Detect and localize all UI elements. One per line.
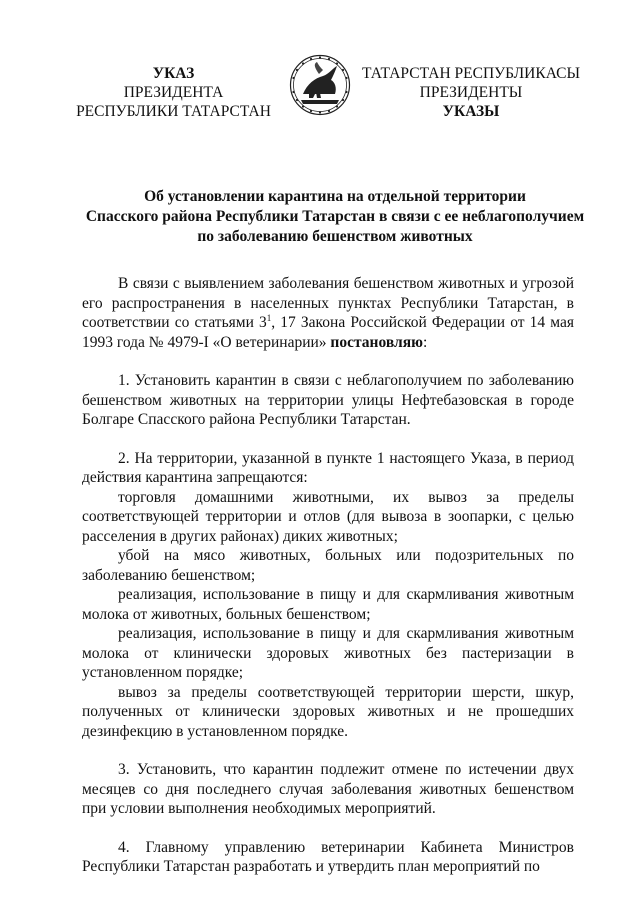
decree-title xyxy=(70,187,600,247)
header-left-ru xyxy=(66,64,281,121)
decree-title-line2: Спасского района Республики Татарстан в связи с ее неблагополучием xyxy=(85,208,585,225)
header-left-line3: РЕСПУБЛИКИ ТАТАРСТАН xyxy=(76,103,271,120)
item-4-paragraph: 4. Главному управлению ветеринарии Кабинета Министров Республики Татарстан разработать и утвердить план мероприятий по xyxy=(82,838,574,875)
item-2-list-item: реализация, использование в пищу и для скармливания животным молока от животных, больных бешенством; xyxy=(82,586,574,623)
header-right-line3: УКАЗЫ xyxy=(442,103,500,120)
item-2-list-item: убой на мясо животных, больных или подозрительных по заболеванию бешенством; xyxy=(82,547,574,584)
header-right-line2: ПРЕЗИДЕНТЫ xyxy=(419,84,523,101)
decree-title-line3: по заболеванию бешенством животных xyxy=(197,228,473,245)
item-2-paragraph: 2. На территории, указанной в пункте 1 настоящего Указа, в период действия карантина запрещаются: xyxy=(82,449,574,486)
header-right-tt xyxy=(356,64,586,121)
intro-paragraph: В связи с выявлением заболевания бешенством животных и угрозой его распространения в населенных пунктах Республики Татарстан, в соответствии со статьями $3^1$, 17 Закона Российской Федерации от 14 мая 1993 года № 4979-I «О ветеринарии» постановляю: xyxy=(82,275,575,351)
item-3-paragraph: 3. Установить, что карантин подлежит отмене по истечении двух месяцев со дня последнего случая заболевания животных бешенством при условии выполнения необходимых мероприятий. xyxy=(82,761,574,817)
header-right-line1: ТАТАРСТАН РЕСПУБЛИКАСЫ xyxy=(362,65,580,82)
decree-body xyxy=(82,274,574,877)
item-2-list-item: вывоз за пределы соответствующей территории шерсти, шкур, полученных от клинически здоровых животных и не прошедших дезинфекцию в установленном порядке. xyxy=(82,683,574,740)
item-2-list-item: реализация, использование в пищу и для скармливания животным молока от клинически здоровых животных без пастеризации в установленном порядке; xyxy=(82,625,574,681)
item-1-paragraph: 1. Установить карантин в связи с неблагополучием по заболеванию бешенством животных на территории улицы Нефтебазовская в городе Болгаре Спасского района Республики Татарстан. xyxy=(82,372,574,428)
footnote-superscript: 1 xyxy=(266,312,272,323)
item-2-list-item: торговля домашними животными, их вывоз за пределы соответствующей территории и отлов (для вывоза в зоопарки, с целью расселения в других районах) диких животных; xyxy=(82,488,574,545)
decree-title-line1: Об установлении карантина на отдельной территории xyxy=(144,188,526,205)
tatarstan-coat-of-arms-icon xyxy=(289,54,351,116)
header-left-line1: УКАЗ xyxy=(152,65,195,82)
header-left-line2: ПРЕЗИДЕНТА xyxy=(123,84,224,101)
resolves-word: постановляю xyxy=(330,333,423,351)
